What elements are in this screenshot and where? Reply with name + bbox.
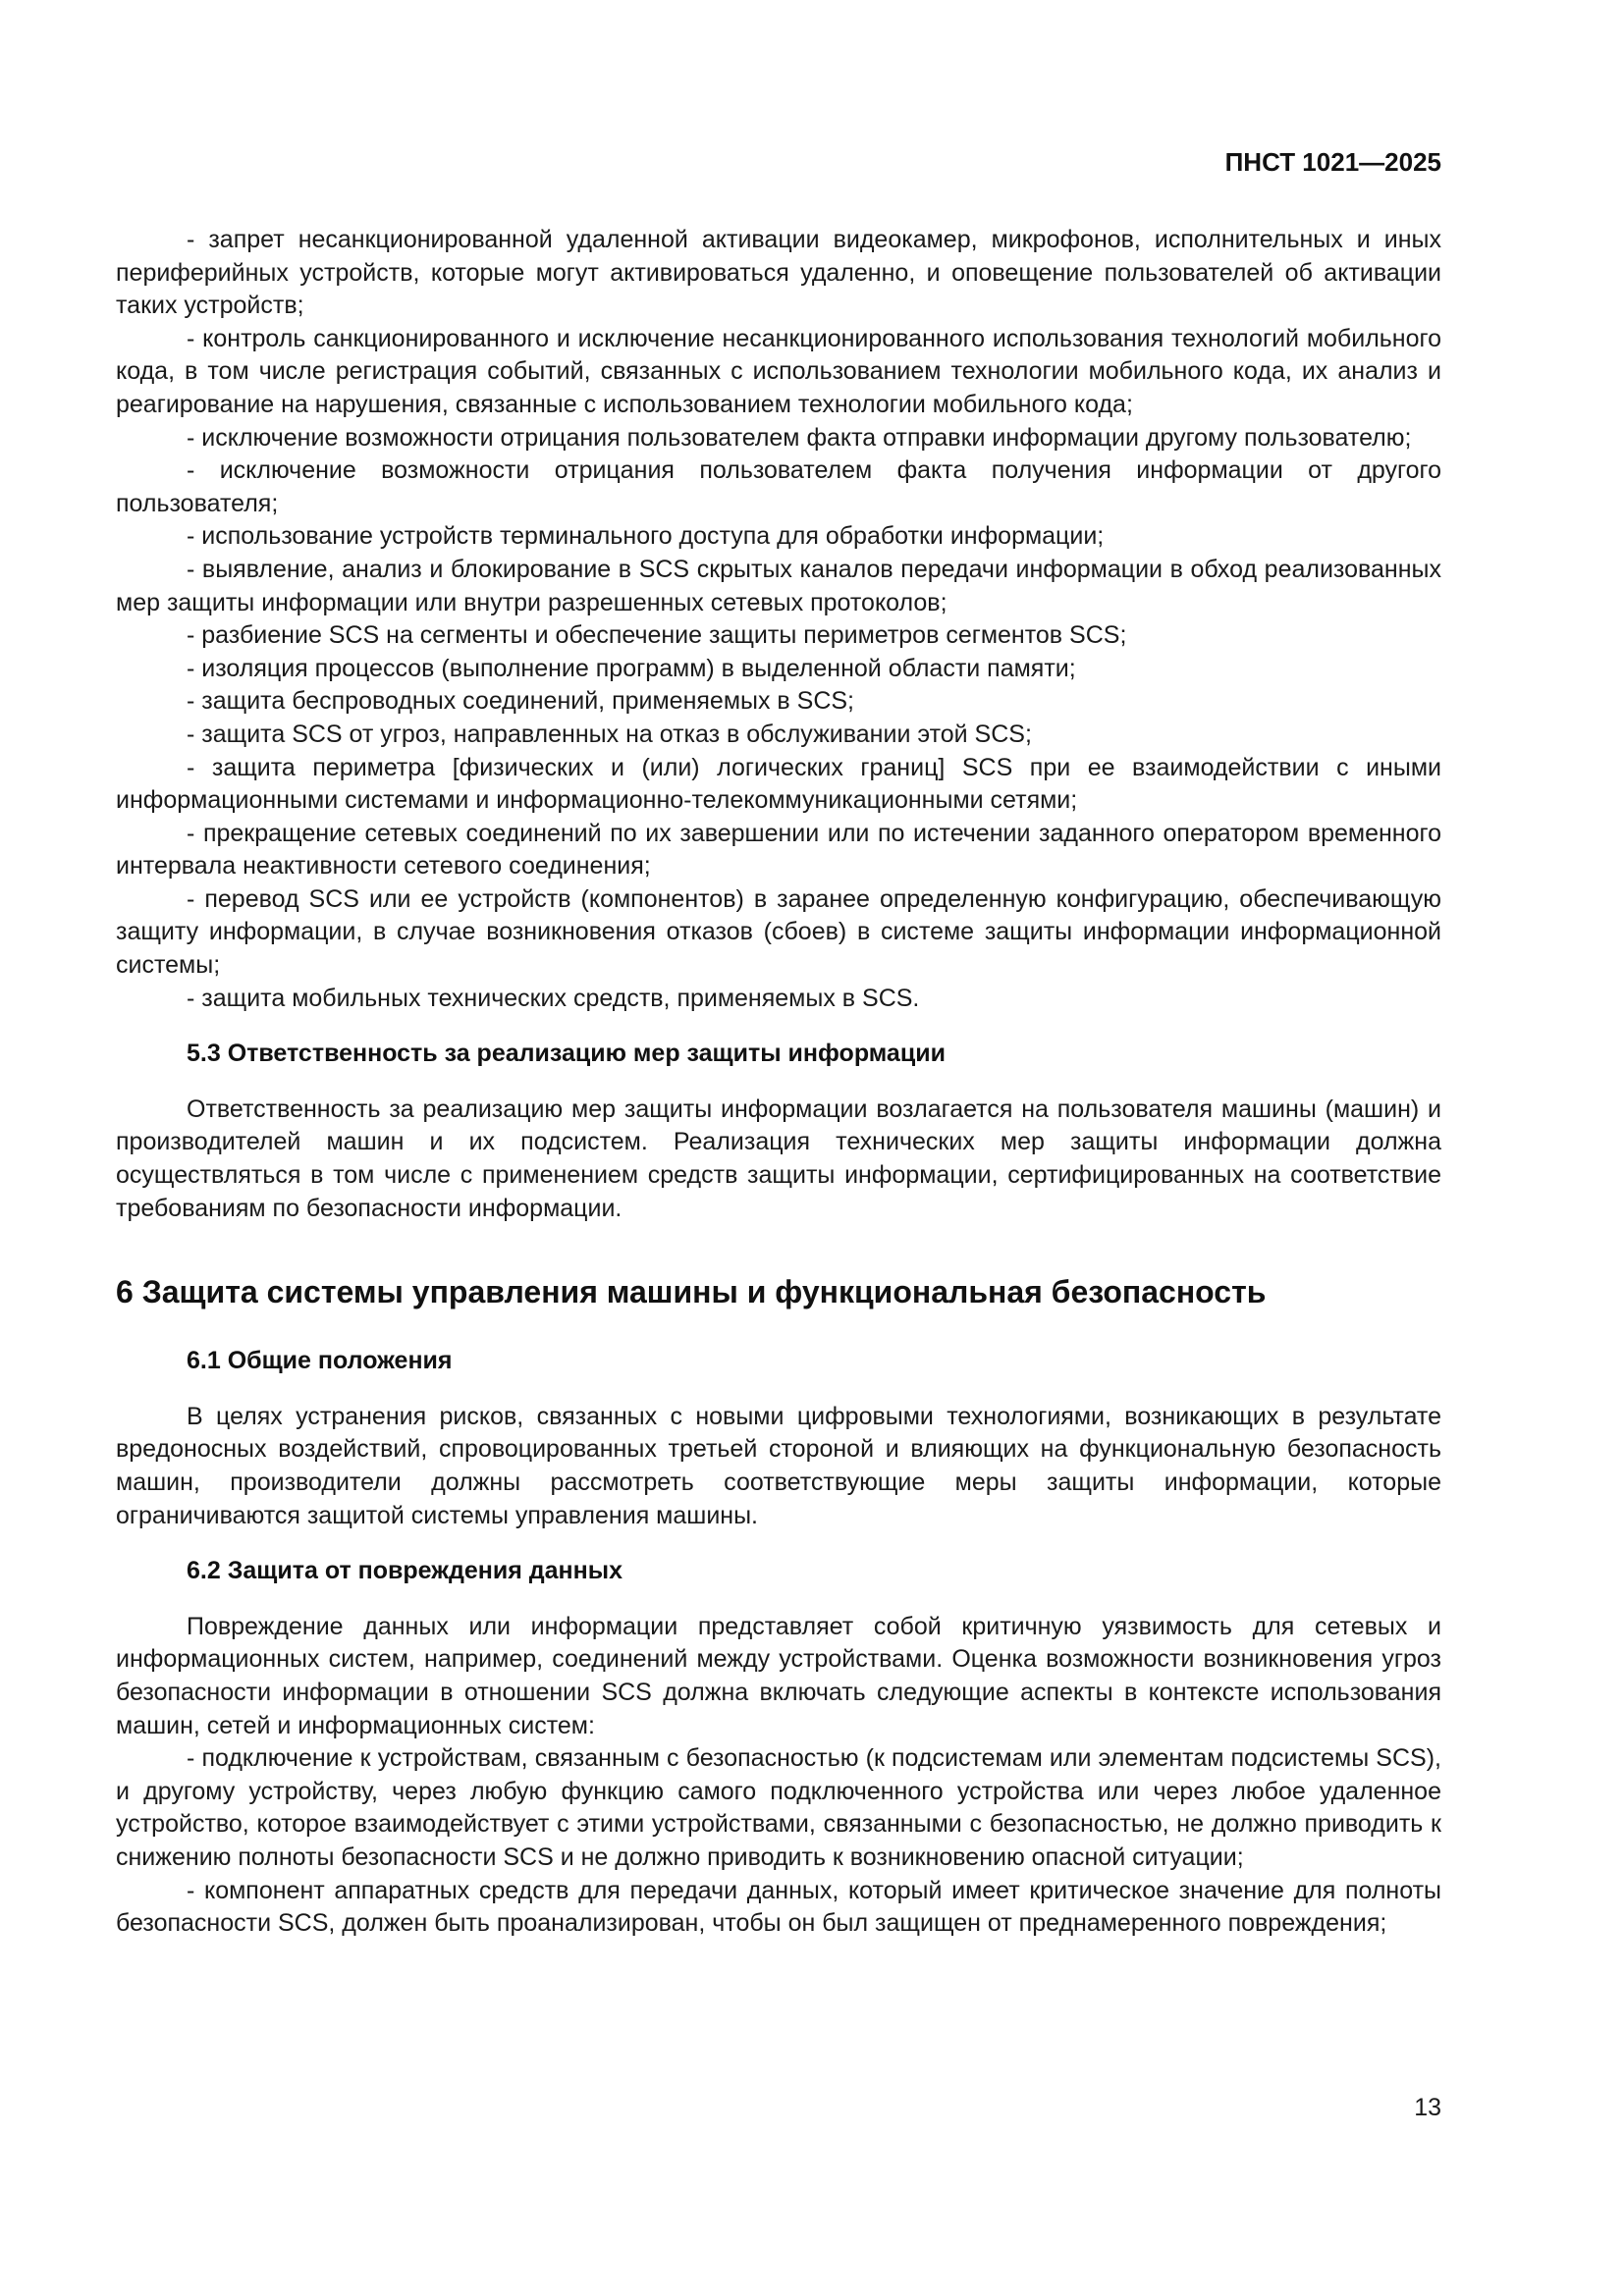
list-item: - исключение возможности отрицания пользователем факта получения информации от другого пользователя;: [116, 456, 1441, 517]
list-item: - выявление, анализ и блокирование в SCS скрытых каналов передачи информации в обход реализованных мер защиты информации или внутри разрешенных сетевых протоколов;: [116, 555, 1441, 616]
list-item: - изоляция процессов (выполнение программ) в выделенной области памяти;: [187, 654, 1076, 682]
section-6-heading: 6 Защита системы управления машины и функциональная безопасность: [116, 1274, 1267, 1310]
section-6-2-paragraph: Повреждение данных или информации представляет собой критичную уязвимость для сетевых и информационных систем, например, соединений между устройствами. Оценка возможности возникновения угроз безопасности информации в отношении SCS должна включать следующие аспекты в контексте использования машин, сетей и информационных систем:: [116, 1612, 1441, 1739]
document-code: ПНСТ 1021—2025: [1224, 147, 1441, 177]
measures-list: [116, 224, 1441, 1015]
page-content: [116, 224, 1441, 1941]
list-item: - перевод SCS или ее устройств (компонентов) в заранее определенную конфигурацию, обеспечивающую защиту информации, в случае возникновения отказов (сбоев) в системе защиты информации информационной системы;: [116, 884, 1441, 980]
list-item: - запрет несанкционированной удаленной активации видеокамер, микрофонов, исполнительных и иных периферийных устройств, которые могут активироваться удаленно, и оповещение пользователей об активации таких устройств;: [116, 226, 1441, 320]
section-6-2-heading: 6.2 Защита от повреждения данных: [187, 1557, 623, 1585]
section-5-3-paragraph: Ответственность за реализацию мер защиты информации возлагается на пользователя машины (машин) и производителей машин и их подсистем. Реализация технических мер защиты информации должна осуществляться в том числе с применением средств защиты информации, сертифицированных на соответствие требованиям по безопасности информации.: [116, 1095, 1441, 1222]
list-item: - разбиение SCS на сегменты и обеспечение защиты периметров сегментов SCS;: [187, 621, 1127, 650]
list-item: - использование устройств терминального доступа для обработки информации;: [187, 522, 1105, 551]
list-item: - защита мобильных технических средств, применяемых в SCS.: [187, 984, 920, 1012]
section-5-3-heading: 5.3 Ответственность за реализацию мер защиты информации: [187, 1040, 946, 1068]
list-item: - защита SCS от угроз, направленных на отказ в обслуживании этой SCS;: [187, 720, 1032, 748]
list-item: - подключение к устройствам, связанным с безопасностью (к подсистемам или элементам подсистемы SCS), и другому устройству, через любую функцию самого подключенного устройства или через любое удаленное устройство, которое взаимодействует с этими устройствами, связанными с безопасностью, не должно приводить к снижению полноты безопасности SCS и не должно приводить к возникновению опасной ситуации;: [116, 1744, 1441, 1871]
list-item: - прекращение сетевых соединений по их завершении или по истечении заданного оператором временного интервала неактивности сетевого соединения;: [116, 819, 1441, 881]
list-item: - контроль санкционированного и исключение несанкционированного использования технологий мобильного кода, в том числе регистрация событий, связанных с использованием технологии мобильного кода, их анализ и реагирование на нарушения, связанные с использованием технологии мобильного кода;: [116, 324, 1441, 418]
list-item: - защита периметра [физических и (или) логических границ] SCS при ее взаимодействии с иными информационными системами и информационно-телекоммуникационными сетями;: [116, 753, 1441, 815]
list-item: - компонент аппаратных средств для передачи данных, который имеет критическое значение для полноты безопасности SCS, должен быть проанализирован, чтобы он был защищен от преднамеренного повреждения;: [116, 1876, 1441, 1938]
section-6-1-heading: 6.1 Общие положения: [187, 1347, 453, 1375]
section-6-1-paragraph: В целях устранения рисков, связанных с новыми цифровыми технологиями, возникающих в результате вредоносных воздействий, спровоцированных третьей стороной и влияющих на функциональную безопасность машин, производители должны рассмотреть соответствующие меры защиты информации, которые ограничиваются защитой системы управления машины.: [116, 1402, 1441, 1529]
list-item: - исключение возможности отрицания пользователем факта отправки информации другому пользователю;: [187, 423, 1412, 452]
page-number: 13: [1414, 2094, 1441, 2121]
list-item: - защита беспроводных соединений, применяемых в SCS;: [187, 687, 854, 716]
